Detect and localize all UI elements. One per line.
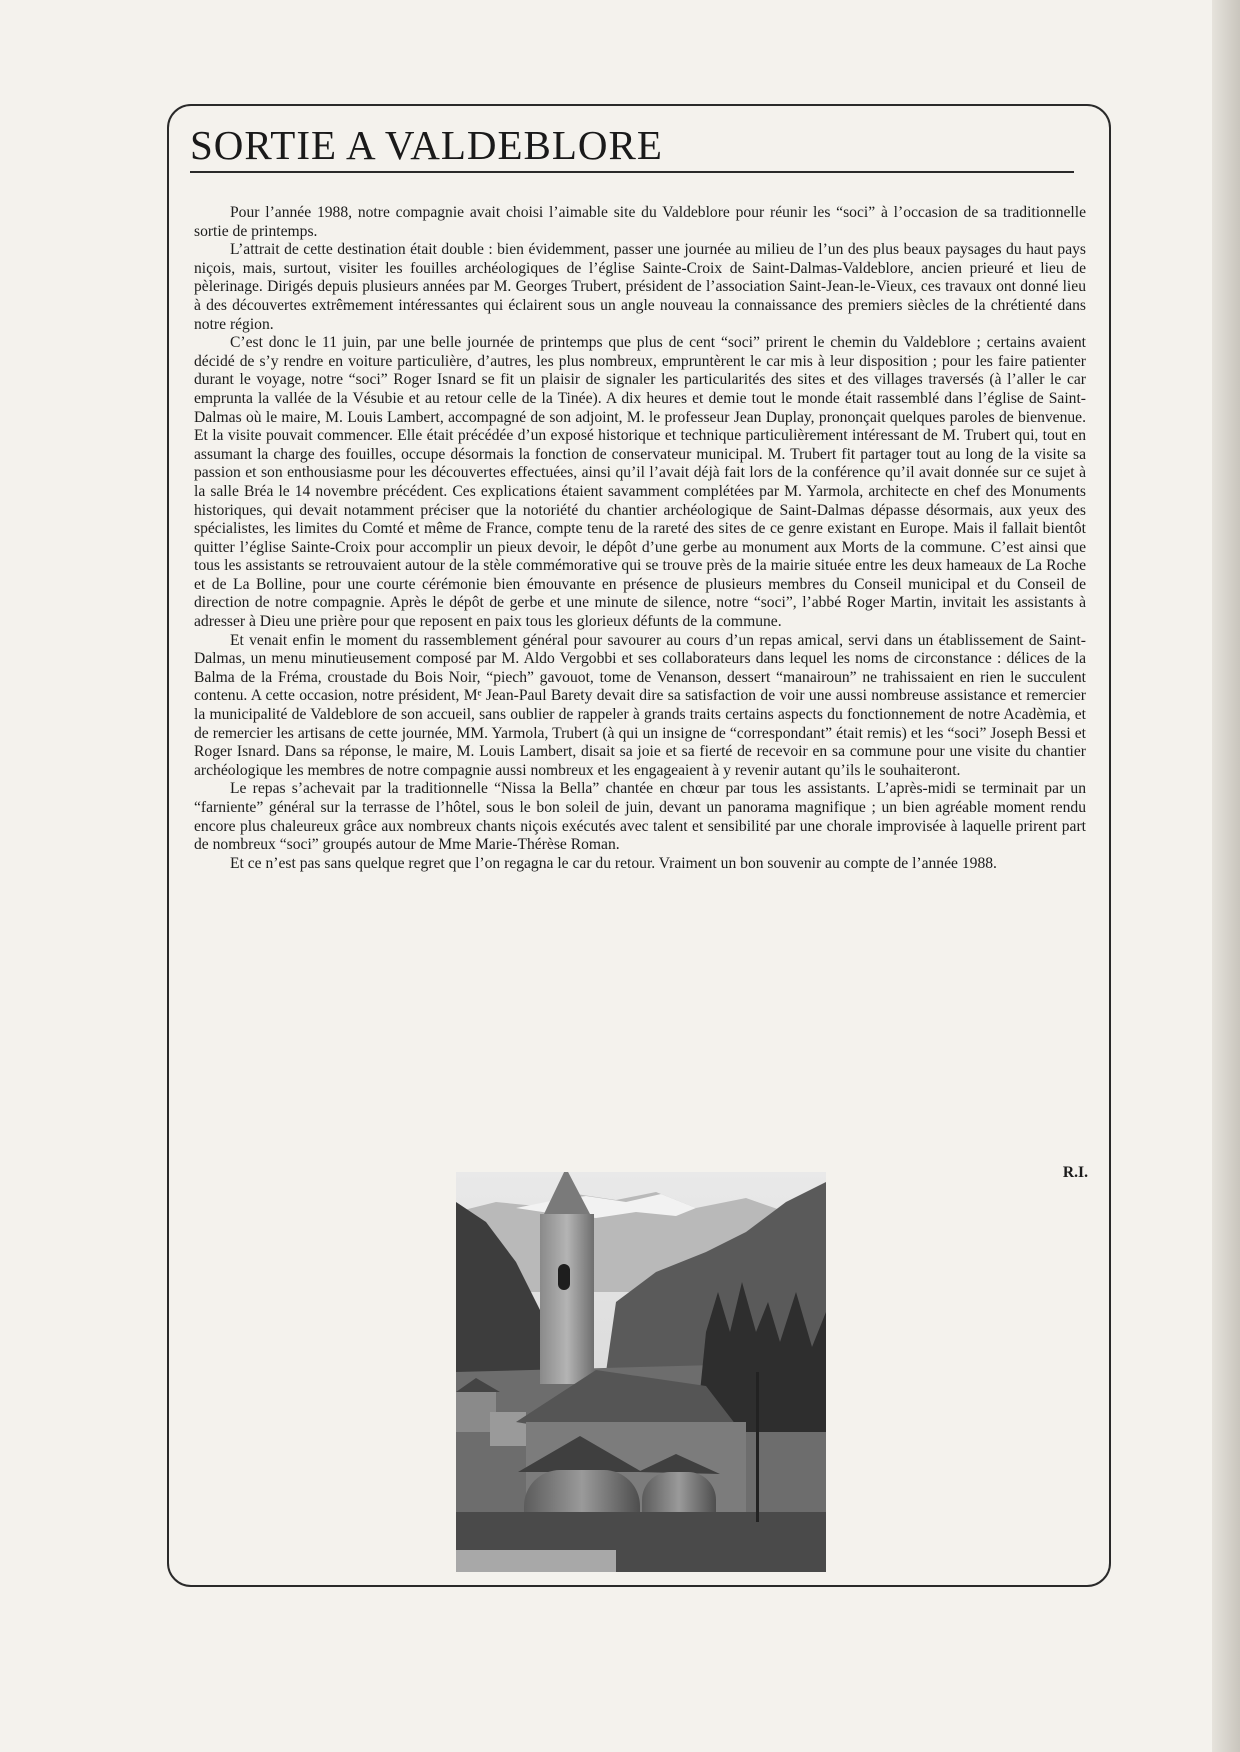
paragraph-4: Et venait enfin le moment du rassemblement général pour savourer au cours d’un repas amical, servi dans un établissement de Saint-Dalmas, un menu minutieusement composé par M. Aldo Vergobbi et ses collaborateurs dans lequel les noms de circonstance : délices de la Balma de la Fréma, croustade du Bois Noir, “piech” gavouot, tome de Venanson, dessert “manairoun” ne trahissaient en rien le succulent contenu. A cette occasion, notre président, Mᵉ Jean-Paul Barety devait dire sa satisfaction de voir une aussi nombreuse assistance et remercier la municipalité de Valdeblore de son accueil, sans oublier de rappeler à grands traits certains aspects du fonctionnement de notre Acadèmia, et de remercier les artisans de cette journée, MM. Yarmola, Trubert (à qui un insigne de “correspondant” était remis) et les “soci” Joseph Bessi et Roger Isnard. Dans sa réponse, le maire, M. Louis Lambert, disait sa joie et sa fierté de recevoir en sa commune pour une visite du chantier archéologique les membres de notre compagnie aussi nombreux et les engageaient à y revenir autant qu’ils le souhaiteront. <box>194 631 1086 779</box>
article-title: SORTIE A VALDEBLORE <box>190 122 663 168</box>
paragraph-2: L’attrait de cette destination était double : bien évidemment, passer une journée au milieu de l’un des plus beaux paysages du haut pays niçois, mais, surtout, visiter les fouilles archéologiques de l’église Sainte-Croix de Saint-Dalmas-Valdeblore, ancien prieuré et lieu de pèlerinage. Dirigés depuis plusieurs années par M. Georges Trubert, président de l’association Saint-Jean-le-Vieux, ces travaux ont donné lieu à des découvertes extrêmement intéressantes qui éclairent sous un angle nouveau la connaissance des premiers siècles de la chrétienté dans notre région. <box>194 241 1086 333</box>
photo-bell-tower <box>540 1214 594 1384</box>
church-photo <box>456 1172 826 1572</box>
paragraph-6: Et ce n’est pas sans quelque regret que l’on regagna le car du retour. Vraiment un bon souvenir au compte de l’année 1988. <box>230 854 997 872</box>
photo-pole <box>756 1372 759 1522</box>
title-underline <box>190 171 1074 173</box>
author-signature: R.I. <box>1062 1164 1088 1181</box>
paragraph-5: Le repas s’achevait par la traditionnelle “Nissa la Bella” chantée en chœur par tous les assistants. L’après-midi se terminait par un “farniente” général sur la terrasse de l’hôtel, sous le bon soleil de juin, devant un panorama magnifique ; un bien agréable moment rendu encore plus chaleureux grâce aux nombreux chants niçois exécutés avec talent et sensibilité par une chorale improvisée à laquelle prirent part de nombreux “soci” groupés autour de Mme Marie-Thérèse Roman. <box>194 780 1086 854</box>
paragraph-1: Pour l’année 1988, notre compagnie avait choisi l’aimable site du Valdeblore pour réunir les “soci” à l’occasion de sa traditionnelle sortie de printemps. <box>194 204 1086 240</box>
photo-tower-window <box>558 1264 570 1290</box>
photo-path <box>456 1550 616 1572</box>
photo-house-mid <box>490 1412 526 1446</box>
paragraph-3: C’est donc le 11 juin, par une belle journée de printemps que plus de cent “soci” prirent le chemin du Valdeblore ; certains avaient décidé de s’y rendre en voiture particulière, d’autres, les plus nombreux, empruntèrent le car mis à leur disposition ; pour les faire patienter durant le voyage, notre “soci” Roger Isnard se fit un plaisir de signaler les particularités des sites et des villages traversés (à l’aller le car emprunta la vallée de la Vésubie et au retour celle de la Tinée). A dix heures et demie tout le monde était rassemblé dans l’église de Saint-Dalmas où le maire, M. Louis Lambert, accompagné de son adjoint, M. le professeur Jean Duplay, prononçait quelques paroles de bienvenue. Et la visite pouvait commencer. Elle était précédée d’un exposé historique et technique particulièrement intéressant de M. Trubert qui, tout en assumant la charge des fouilles, occupe désormais la fonction de conservateur municipal. M. Trubert fit partager tout au long de la visite sa passion et son enthousiasme pour les découvertes effectuées, ainsi qu’il l’avait déjà fait lors de la conférence qu’il avait donnée sur ce sujet à la salle Bréa le 14 novembre précédent. Ces explications étaient savamment complétées par M. Yarmola, architecte en chef des Monuments historiques, qui devait notamment préciser que la notoriété du chantier archéologique de Saint-Dalmas dépasse désormais, aux yeux des spécialistes, les limites du Comté et même de France, compte tenu de la rareté des sites de ce genre existant en Europe. Mais il fallait bientôt quitter l’église Sainte-Croix pour accomplir un pieux devoir, le dépôt d’une gerbe au monument aux Morts de la commune. C’est ainsi que tous les assistants se retrouvaient autour de la stèle commémorative qui se trouve près de la mairie située entre les deux hameaux de La Roche et de La Bolline, pour une courte cérémonie bien émouvante en présence de plusieurs membres du Conseil municipal et du Conseil de direction de notre compagnie. Après le dépôt de gerbe et une minute de silence, notre “soci”, l’abbé Roger Martin, invitait les assistants à adresser à Dieu une prière pour que reposent en paix tous les glorieux défunts de la commune. <box>194 334 1086 631</box>
page-edge-shadow <box>1212 0 1240 1752</box>
article-body <box>194 204 1086 873</box>
